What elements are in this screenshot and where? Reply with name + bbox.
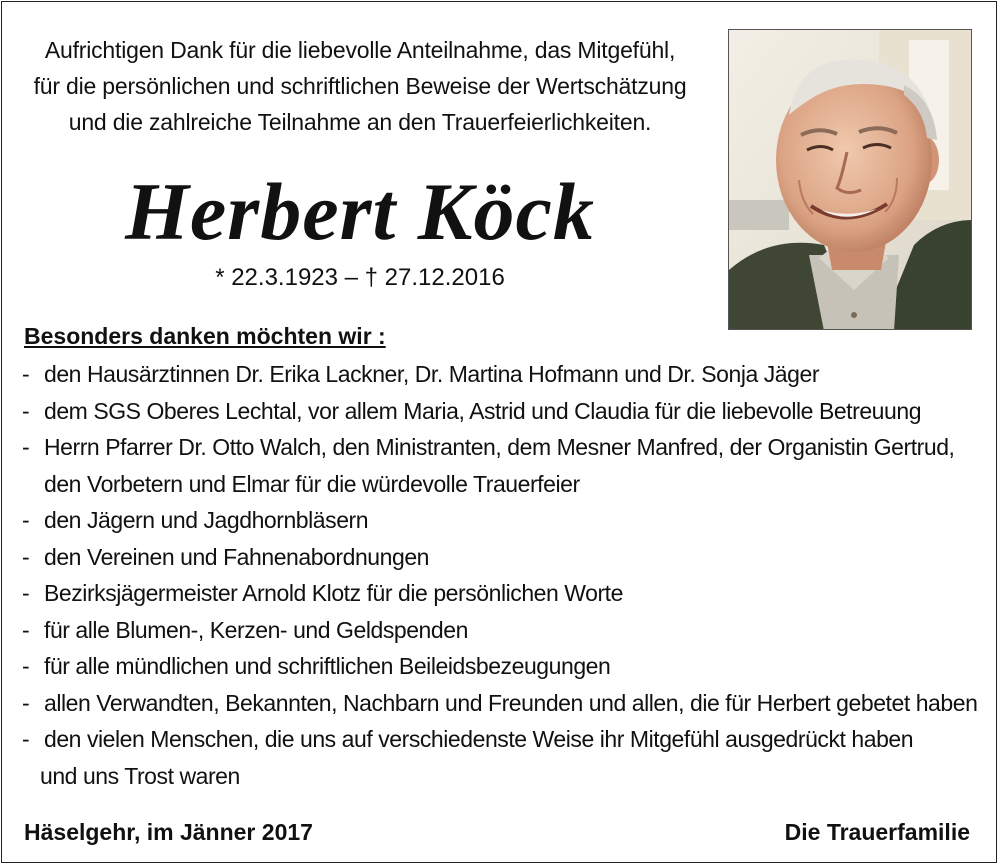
list-item: - den Hausärztinnen Dr. Erika Lackner, Dr. Martina Hofmann und Dr. Sonja Jäger — [22, 361, 820, 387]
list-item-text: Bezirksjägermeister Arnold Klotz für die persönlichen Worte — [44, 580, 623, 606]
obituary-card — [1, 1, 997, 863]
thanks-heading: Besonders danken möchten wir : — [24, 323, 386, 349]
list-item-text: den Vorbetern und Elmar für die würdevolle Trauerfeier — [44, 470, 580, 497]
intro-line: Aufrichtigen Dank für die liebevolle Anteilnahme, das Mitgefühl, — [44, 37, 676, 63]
list-item: - für alle mündlichen und schriftlichen Beileidsbezeugungen — [22, 653, 611, 679]
list-item-text: den Vereinen und Fahnenabordnungen — [44, 543, 429, 570]
list-item-text: für alle Blumen-, Kerzen- und Geldspenden — [44, 616, 468, 643]
place-and-date: Häselgehr, im Jänner 2017 — [24, 819, 313, 845]
list-item-text: den Hausärztinnen Dr. Erika Lackner, Dr. Martina Hofmann und Dr. Sonja Jäger — [44, 361, 820, 387]
deceased-name: Herbert Köck — [125, 166, 595, 257]
portrait-photo — [728, 29, 972, 330]
list-item-continuation — [22, 466, 982, 503]
list-item-text: allen Verwandten, Bekannten, Nachbarn und Freunden und allen, die für Herbert gebetet haben — [44, 689, 978, 716]
thanks-list — [22, 356, 982, 794]
list-item-text: den vielen Menschen, die uns auf verschiedenste Weise ihr Mitgefühl ausgedrückt haben — [44, 726, 914, 752]
list-item: - den Jägern und Jagdhornbläsern — [22, 507, 369, 533]
list-item: - für alle Blumen-, Kerzen- und Geldspenden — [22, 616, 468, 643]
list-item-text: den Jägern und Jagdhornbläsern — [44, 507, 369, 533]
list-item-continuation — [22, 758, 982, 795]
list-item: - den vielen Menschen, die uns auf verschiedenste Weise ihr Mitgefühl ausgedrückt haben — [22, 726, 914, 752]
intro-line: und die zahlreiche Teilnahme an den Trauerfeierlichkeiten. — [68, 109, 652, 135]
signature: Die Trauerfamilie — [784, 819, 970, 845]
life-dates: * 22.3.1923 – † 27.12.2016 — [215, 264, 505, 291]
list-item: - dem SGS Oberes Lechtal, vor allem Maria, Astrid und Claudia für die liebevolle Betreuung — [22, 397, 922, 424]
list-item-text: für alle mündlichen und schriftlichen Beileidsbezeugungen — [44, 653, 611, 679]
intro-text — [10, 32, 710, 140]
list-item-text: Herrn Pfarrer Dr. Otto Walch, den Ministranten, dem Mesner Manfred, der Organistin Gertrud, — [44, 434, 955, 460]
intro-line: für die persönlichen und schriftlichen Beweise der Wertschätzung — [33, 73, 687, 99]
list-item: - Bezirksjägermeister Arnold Klotz für die persönlichen Worte — [22, 580, 623, 606]
list-item: - Herrn Pfarrer Dr. Otto Walch, den Ministranten, dem Mesner Manfred, der Organistin Gertrud, — [22, 434, 955, 460]
list-item-text: und uns Trost waren — [40, 762, 240, 789]
list-item: - den Vereinen und Fahnenabordnungen — [22, 543, 429, 570]
list-item-text: dem SGS Oberes Lechtal, vor allem Maria, Astrid und Claudia für die liebevolle Betreuung — [44, 397, 922, 424]
list-item: - allen Verwandten, Bekannten, Nachbarn und Freunden und allen, die für Herbert gebetet haben — [22, 689, 978, 716]
